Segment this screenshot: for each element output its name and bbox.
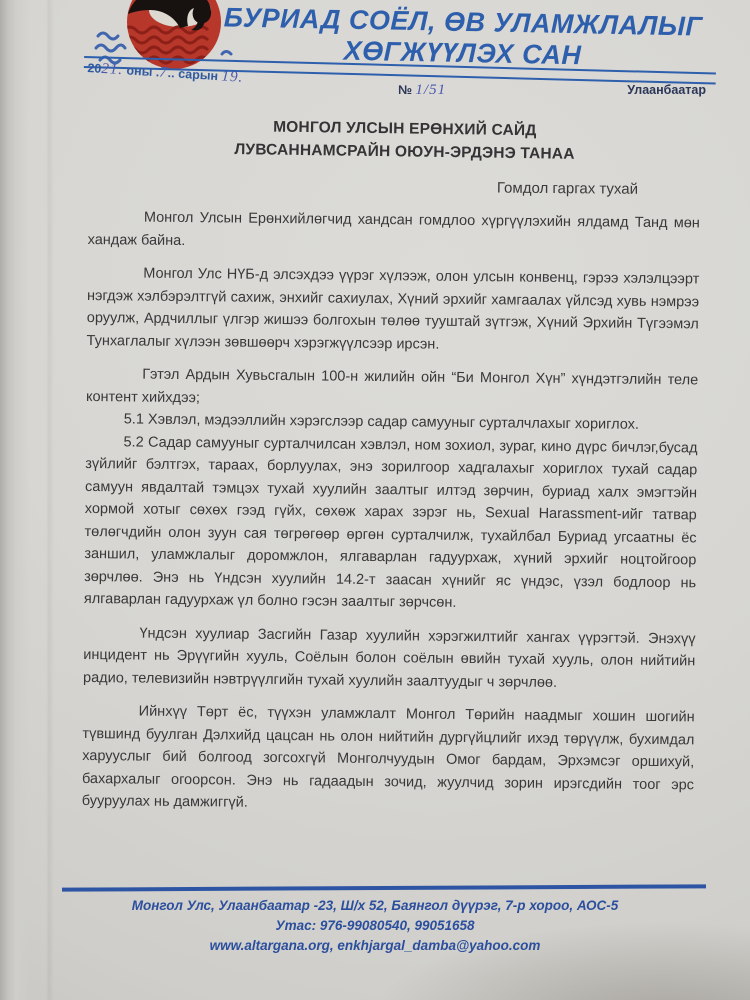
org-name-line2: ХӨГЖҮҮЛЭХ САН — [343, 35, 582, 71]
footer-rule — [62, 884, 706, 891]
date-month-handwritten: 7 — [158, 64, 169, 82]
footer-web: www.altargana.org, enkhjargal_damba@yahoo.com — [209, 938, 541, 953]
org-name-line1: БУРИАД СОЁЛ, ӨВ УЛАМЖЛАЛЫГ — [223, 2, 703, 42]
body-paragraph: 5.1 Хэвлэл, мэдээллийн хэрэгслээр садар самууныг сурталчлахыг хориглох. — [123, 411, 640, 433]
date-printed: .. сарын — [167, 66, 219, 84]
body-paragraph: Гэтэл Ардын Хувьсгалын 100-н жилийн ойн “Би Монгол Хүн” хүндэтгэлийн теле контент хийхдээ; — [85, 366, 699, 406]
footer — [0, 896, 750, 956]
body-paragraph: Үндсэн хуулиар Засгийн Газар хуулийн хэрэгжилтийг хангах үүрэгтэй. Энэхүү инцидент нь Эрүүгийн хууль, Соёлын болон соёлын өвийн тухай хууль, олон нийтийн радио, телевизийн нэвтрүүлгийн тухай хуулийн заалтуудыг ч зөрчлөө. — [82, 625, 696, 691]
date-day-handwritten: 19. — [221, 68, 244, 86]
letter-body — [82, 206, 700, 830]
recipient-block — [0, 112, 750, 168]
recipient-line1: МОНГОЛ УЛСЫН ЕРӨНХИЙ САЙД — [273, 118, 537, 140]
date-year-handwritten: 21. — [100, 60, 124, 79]
body-paragraph: Ийнхүү Төрт ёс, түүхэн уламжлалт Монгол Төрийн наадмыг хошин шогийн түвшинд буулган Дэлхийд цацсан нь олон нийтийн дургүйцлийг ихэд төрүүлж, бухимдал харууслыг бий болгоод зогсохгүй Монголчуудын Омог бардам, Эрхэмсэг оршихуй, бахархалыг огоорсон. Энэ нь гадаадын зочид, жуулчид зорин ирэгсдийн тоог эрс бууруулах нь дамжиггүй. — [81, 703, 695, 811]
recipient-line2: ЛУВСАННАМСРАЙН ОЮУН-ЭРДЭНЭ ТАНАА — [234, 141, 575, 163]
date-printed: 20 — [87, 60, 102, 76]
city-label: Улаанбаатар — [627, 83, 706, 97]
date-printed: оны . — [126, 63, 160, 80]
body-paragraph: Монгол Улс НҮБ-д элсэхдээ үүрэг хүлээж, олон улсын конвенц, гэрээ хэлэлцээрт нэгдэж хэлбэрэлтгүй сахиж, энхийг сахиулах, Хүний эрхийг хамгаалах үйлсэд хувь нэмрээ оруулж, Ардчиллыг үлгэр жишээ болгохын төлөө тууштай зүтгэж, Хүний Эрхийн Түгээмэл Тунхаглалыг хүлээн зөвшөөрч хэрэгжүүлсээр ирсэн. — [86, 265, 700, 353]
body-paragraph: Монгол Улсын Ерөнхийлөгчид хандсан гомдлоо хүргүүлэхийн ялдамд Танд мөн хандаж байна. — [87, 209, 700, 249]
subject-line: Гомдол гаргах тухай — [496, 179, 639, 198]
doc-number-label: № — [398, 83, 412, 97]
footer-phone: Утас: 976-99080540, 99051658 — [275, 918, 475, 933]
doc-number — [398, 82, 446, 99]
doc-number-value-handwritten: 1/51 — [415, 82, 447, 98]
body-paragraph: 5.2 Садар самууныг сурталчилсан хэвлэл, ном зохиол, зураг, кино дүрс бичлэг,бусад зүйлийг бэлтгэх, тараах, борлуулах, энэ зорилгоор хадгалахыг хориглох тухай садар самуун явдалтай тэмцэх тухай хуулийн заалтыг илтэд зөрчин, буриад халх эмэгтэйн хормой хотыг сөхөх гээд гүйх, сөхөж харах зэрэг нь, Sexual Harassment-ийг татвар төлөгчдийн олон зуун сая төгрөгөөр өргөн сурталчилж, тухайлбал Буриад угсаатны ёс заншил, уламжлалыг доромжлон, ялгаварлан гадуурхаж, хүний эрхийг ноцтойгоор зөрчлөө. Энэ нь Үндсэн хуулийн 14.2-т заасан хүнийг яс үндэс, үзэл бодлоор нь ялгаварлан гадуурхаж үл болно гэсэн заалтыг зөрчсөн. — [83, 433, 698, 611]
footer-address: Монгол Улс, Улаанбаатар -23, Ш/х 52, Баянгол дүүрэг, 7-р хороо, АОС-5 — [131, 898, 619, 913]
